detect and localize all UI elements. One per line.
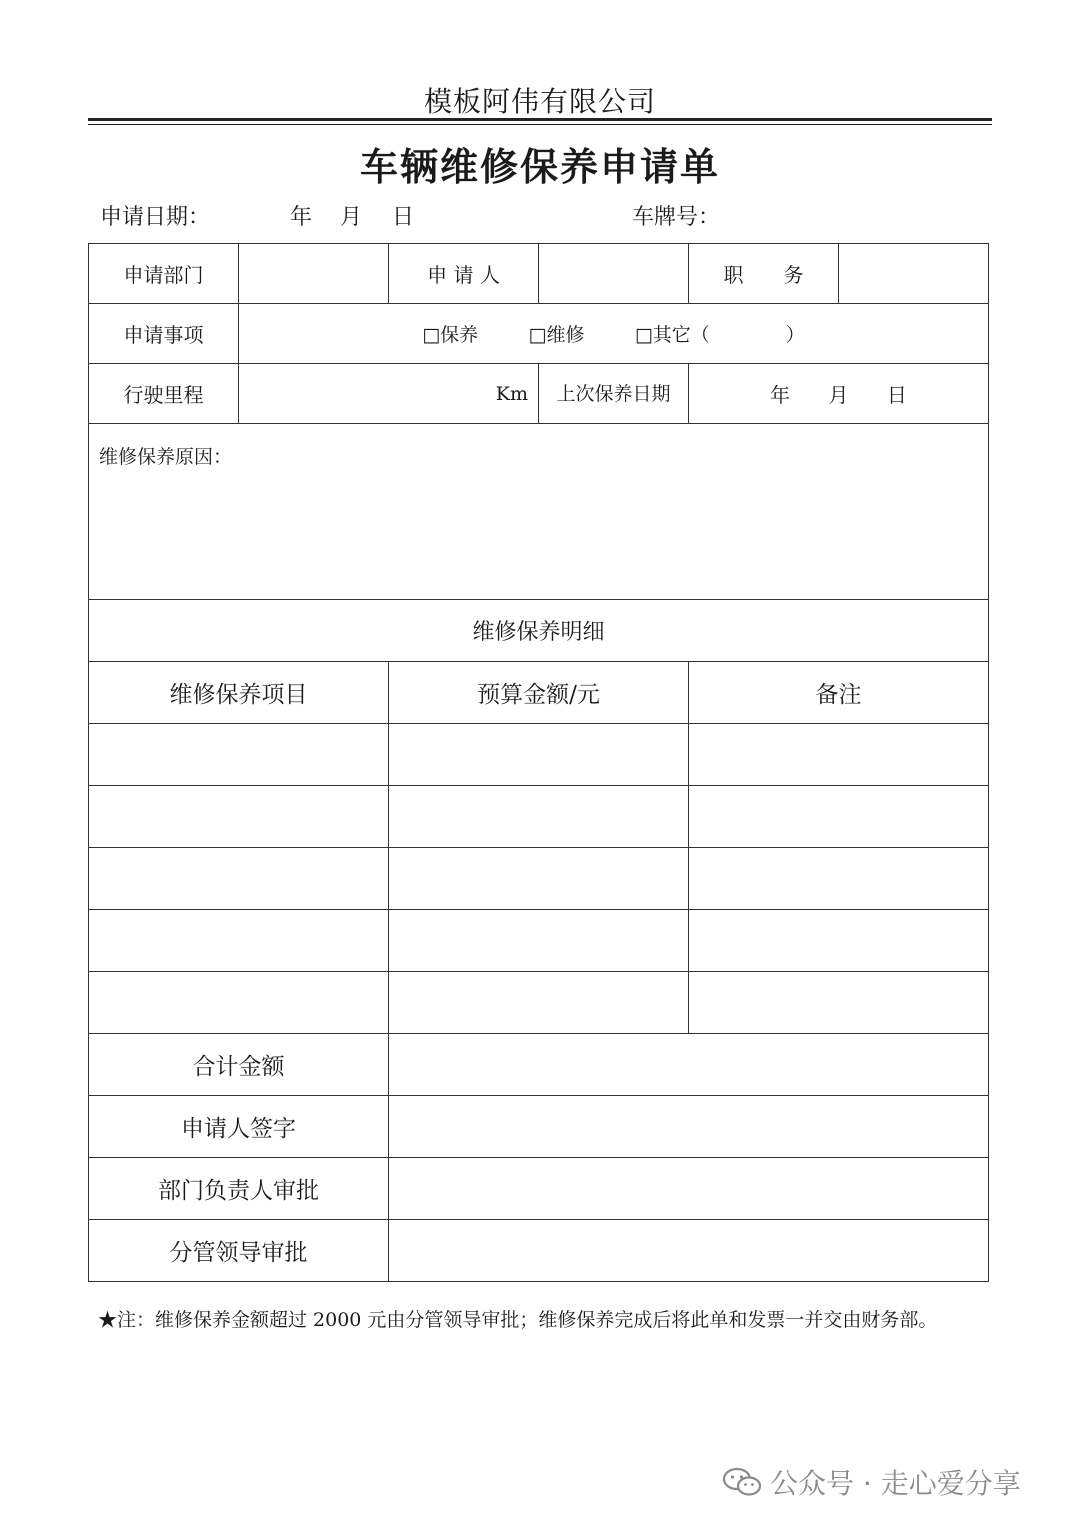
form-title: 车辆维修保养申请单 xyxy=(359,144,720,189)
last-date-month: 月 xyxy=(828,383,849,407)
option-maintenance-checkbox[interactable]: □保养 xyxy=(422,324,479,346)
option-other-checkbox[interactable]: □其它（ ） xyxy=(634,324,805,346)
dept-field[interactable] xyxy=(239,244,389,304)
col-header-item: 维修保养项目 xyxy=(89,662,389,724)
matter-label: 申请事项 xyxy=(89,304,239,364)
last-date-year: 年 xyxy=(770,383,791,407)
item-cell[interactable] xyxy=(89,910,389,972)
row-department xyxy=(89,244,989,304)
budget-cell[interactable] xyxy=(389,972,689,1034)
company-name: 模板阿伟有限公司 xyxy=(423,85,656,118)
dept-label: 申请部门 xyxy=(89,244,239,304)
watermark-text: 公众号 · 走心爱分享 xyxy=(770,1467,1021,1500)
remark-cell[interactable] xyxy=(689,786,989,848)
row-leader-approval xyxy=(89,1220,989,1282)
table-row xyxy=(89,848,989,910)
date-year: 年 xyxy=(290,205,313,230)
item-cell[interactable] xyxy=(89,972,389,1034)
mileage-unit: Km xyxy=(495,382,528,405)
footnote: ★注：维修保养金额超过 2000 元由分管领导审批；维修保养完成后将此单和发票一并交由财务部。 xyxy=(98,1309,938,1331)
leader-approval-field[interactable] xyxy=(389,1220,989,1282)
reason-field[interactable] xyxy=(89,424,989,600)
option-repair-checkbox[interactable]: □维修 xyxy=(528,324,585,346)
row-dept-approval xyxy=(89,1158,989,1220)
row-total xyxy=(89,1034,989,1096)
plate-label: 车牌号： xyxy=(632,205,721,230)
row-signature xyxy=(89,1096,989,1158)
budget-cell[interactable] xyxy=(389,848,689,910)
total-label: 合计金额 xyxy=(89,1034,389,1096)
table-row xyxy=(89,910,989,972)
application-form-table xyxy=(88,243,989,1282)
last-date-field[interactable] xyxy=(689,364,989,424)
date-month: 月 xyxy=(340,205,363,230)
item-cell[interactable] xyxy=(89,786,389,848)
row-column-headers xyxy=(89,662,989,724)
date-label: 申请日期： xyxy=(100,205,211,230)
position-label: 职 务 xyxy=(689,244,839,304)
mileage-field[interactable] xyxy=(239,364,539,424)
reason-label: 维修保养原因： xyxy=(99,446,233,468)
applicant-field[interactable] xyxy=(539,244,689,304)
last-date-label: 上次保养日期 xyxy=(539,364,689,424)
budget-cell[interactable] xyxy=(389,724,689,786)
col-header-budget: 预算金额/元 xyxy=(389,662,689,724)
sign-field[interactable] xyxy=(389,1096,989,1158)
dept-approval-field[interactable] xyxy=(389,1158,989,1220)
mileage-label: 行驶里程 xyxy=(89,364,239,424)
leader-approval-label: 分管领导审批 xyxy=(89,1220,389,1282)
matter-options xyxy=(239,304,989,364)
table-row xyxy=(89,786,989,848)
sign-label: 申请人签字 xyxy=(89,1096,389,1158)
watermark xyxy=(722,1462,1021,1502)
table-row xyxy=(89,724,989,786)
remark-cell[interactable] xyxy=(689,972,989,1034)
row-detail-title xyxy=(89,600,989,662)
date-day: 日 xyxy=(392,205,415,230)
last-date-day: 日 xyxy=(886,383,907,407)
dept-approval-label: 部门负责人审批 xyxy=(89,1158,389,1220)
detail-title: 维修保养明细 xyxy=(89,600,989,662)
item-cell[interactable] xyxy=(89,848,389,910)
budget-cell[interactable] xyxy=(389,910,689,972)
wechat-icon xyxy=(722,1467,762,1497)
row-matter xyxy=(89,304,989,364)
position-field[interactable] xyxy=(839,244,989,304)
row-reason xyxy=(89,424,989,600)
row-mileage xyxy=(89,364,989,424)
item-cell[interactable] xyxy=(89,724,389,786)
col-header-remark: 备注 xyxy=(689,662,989,724)
header-rule-thin xyxy=(88,124,992,125)
remark-cell[interactable] xyxy=(689,848,989,910)
applicant-label: 申 请 人 xyxy=(389,244,539,304)
remark-cell[interactable] xyxy=(689,724,989,786)
header-rule-thick xyxy=(88,118,992,121)
table-row xyxy=(89,972,989,1034)
total-field[interactable] xyxy=(389,1034,989,1096)
budget-cell[interactable] xyxy=(389,786,689,848)
remark-cell[interactable] xyxy=(689,910,989,972)
